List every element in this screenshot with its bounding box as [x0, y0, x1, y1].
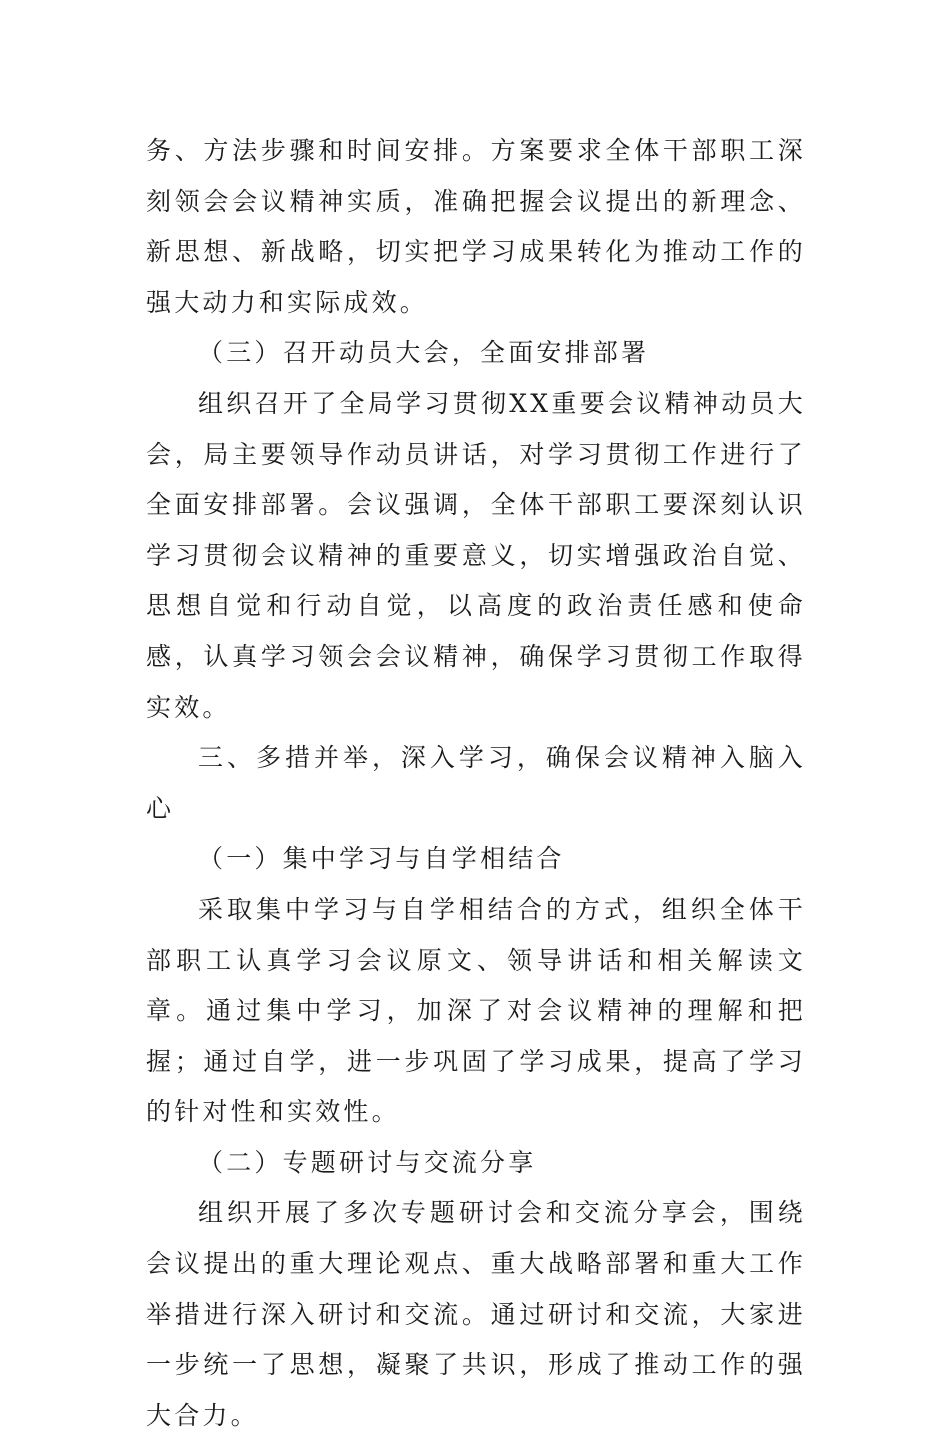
subheading-two: （二）专题研讨与交流分享 [198, 1147, 537, 1177]
subheading-one: （一）集中学习与自学相结合 [198, 844, 565, 874]
section-heading-three: 三、多措并举，深入学习，确保会议精神入脑入心 [146, 743, 806, 823]
paragraph-mobilization-meeting: 组织召开了全局学习贯彻XX重要会议精神动员大会，局主要领导作动员讲话，对学习贯彻工作进行了全面安排部署。会议强调，全体干部职工要深刻认识学习贯彻会议精神的重要意义，切实增强政治自觉、思想自觉和行动自觉，以高度的政治责任感和使命感，认真学习领会会议精神，确保学习贯彻工作取得实效。 [146, 388, 806, 722]
document-body [146, 126, 806, 1441]
paragraph-continuation: 务、方法步骤和时间安排。方案要求全体干部职工深刻领会会议精神实质，准确把握会议提出的新理念、新思想、新战略，切实把学习成果转化为推动工作的强大动力和实际成效。 [146, 136, 806, 317]
paragraph-centralized-study: 采取集中学习与自学相结合的方式，组织全体干部职工认真学习会议原文、领导讲话和相关解读文章。通过集中学习，加深了对会议精神的理解和把握；通过自学，进一步巩固了学习成果，提高了学习的针对性和实效性。 [146, 894, 806, 1127]
subheading-three: （三）召开动员大会，全面安排部署 [198, 338, 650, 368]
paragraph-seminars: 组织开展了多次专题研讨会和交流分享会，围绕会议提出的重大理论观点、重大战略部署和重大工作举措进行深入研讨和交流。通过研讨和交流，大家进一步统一了思想，凝聚了共识，形成了推动工作的强大合力。 [146, 1198, 806, 1430]
